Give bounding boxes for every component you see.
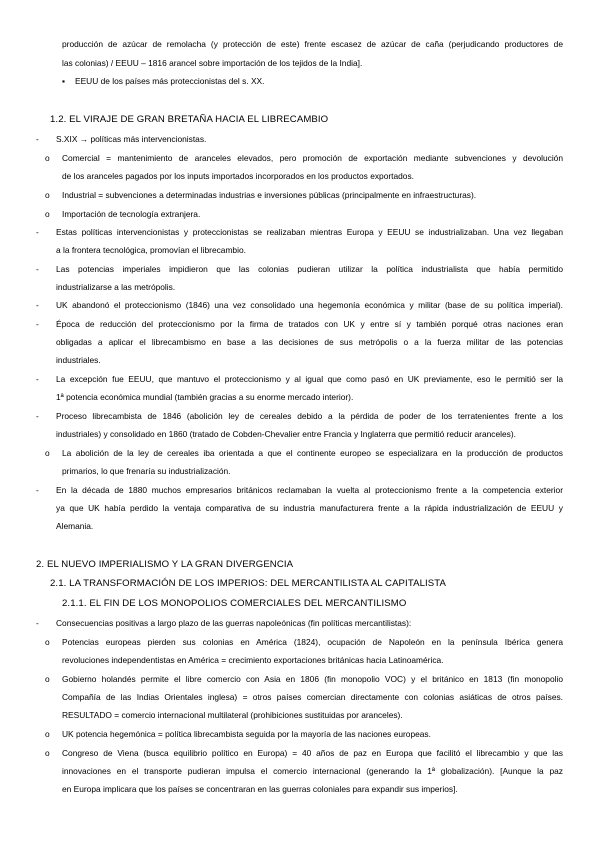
text-line: de los aranceles pagados por los inputs importados incorporados en los productos exportados. bbox=[62, 171, 414, 181]
dash-bullet: - bbox=[36, 411, 39, 421]
text-line: revoluciones independentistas en América = crecimiento exportaciones británicas hacia Latinoamérica. bbox=[62, 655, 444, 665]
text-line: industriales) y consolidado en 1860 (tratado de Cobden-Chevalier entre Francia y Inglaterra que permitió reducir aranceles). bbox=[56, 429, 516, 439]
text-line: primarios, lo que frenaría su industrialización. bbox=[62, 466, 231, 476]
section-heading-2-1: 2.1. LA TRANSFORMACIÓN DE LOS IMPERIOS: DEL MERCANTILISTA AL CAPITALISTA bbox=[50, 578, 447, 589]
text-line: La excepción fue EEUU, que mantuvo el proteccionismo y al igual que como pasó en UK previamente, eso le permitió ser la bbox=[56, 374, 563, 384]
text-line: Proceso librecambista de 1846 (abolición ley de cereales debido a la pérdida de poder de los terratenientes frente a los bbox=[56, 411, 563, 421]
text-line: En la década de 1880 muchos empresarios británicos reclamaban la vuelta al proteccionismo frente a la competencia exterior bbox=[56, 485, 563, 495]
text-line: Industrial = subvenciones a determinadas industrias e inversiones públicas (principalmente en infraestructuras). bbox=[62, 190, 477, 200]
text-line: obligadas a aplicar el librecambismo en base a las decisiones de sus metrópolis o a la fuerza militar de las potencias bbox=[56, 337, 563, 347]
text-line: S.XIX → políticas más intervencionistas. bbox=[56, 134, 207, 144]
text-line: Alemania. bbox=[56, 521, 94, 531]
text-line: La abolición de la ley de cereales iba orientada a que el continente europeo se especializara en la producción de productos bbox=[62, 448, 563, 458]
circle-bullet: o bbox=[45, 748, 50, 758]
text-line: EEUU de los países más proteccionistas del s. XX. bbox=[75, 76, 265, 86]
text-line: industrializarse a las metrópolis. bbox=[56, 282, 176, 292]
text-line: Gobierno holandés permite el libre comercio con Asia en 1806 (fin monopolio VOC) y el británico en 1813 (fin monopolio bbox=[62, 674, 563, 684]
dash-bullet: - bbox=[36, 618, 39, 628]
dash-bullet: - bbox=[36, 227, 39, 237]
text-line: a la frontera tecnológica, promovían el librecambio. bbox=[56, 245, 246, 255]
text-line: Consecuencias positivas a largo plazo de las guerras napoleónicas (fin políticas mercantilistas): bbox=[56, 618, 412, 628]
dash-bullet: - bbox=[36, 374, 39, 384]
text-line: innovaciones en el transporte pudieran impulsa el comercio internacional (generando la 1ª globalización). [Aunque la paz bbox=[62, 766, 563, 776]
text-line: Comercial = mantenimiento de aranceles elevados, pero promoción de exportación mediante subvenciones y devolución bbox=[62, 153, 563, 163]
square-bullet: ▪ bbox=[62, 76, 65, 86]
text-line: las colonias) / EEUU – 1816 arancel sobre importación de los tejidos de la India]. bbox=[62, 58, 363, 68]
circle-bullet: o bbox=[45, 209, 50, 219]
text-line: Compañía de las Indias Orientales inglesa) = otros países comercian directamente con colonias asiáticas de otros países. bbox=[62, 692, 563, 702]
text-line: RESULTADO = comercio internacional multilateral (prohibiciones sustituidas por aranceles). bbox=[62, 710, 403, 720]
text-line: en Europa implicara que los países se concentraran en las guerras coloniales para expandir sus imperios]. bbox=[62, 784, 458, 794]
dash-bullet: - bbox=[36, 319, 39, 329]
text-line: Época de reducción del proteccionismo por la firma de tratados con UK y entre sí y también porqué otras naciones eran bbox=[56, 319, 563, 329]
text-line: Potencias europeas pierden sus colonias en América (1824), ocupación de Napoleón en la península Ibérica genera bbox=[62, 637, 563, 647]
text-line: Estas políticas intervencionistas y proteccionistas se realizaban mientras Europa y EEUU se industrializaban. Una vez llegaban bbox=[56, 227, 563, 237]
text-line: industriales. bbox=[56, 355, 101, 365]
section-heading-1-2: 1.2. EL VIRAJE DE GRAN BRETAÑA HACIA EL LIBRECAMBIO bbox=[50, 114, 329, 125]
text-line: UK abandonó el proteccionismo (1846) una vez consolidado una hegemonía económica y militar (base de su política imperial). bbox=[56, 300, 563, 310]
text-line: producción de azúcar de remolacha (y protección de este) frente escasez de azúcar de caña (perjudicando productores de bbox=[62, 39, 563, 49]
circle-bullet: o bbox=[45, 190, 50, 200]
text-line: 1ª potencia económica mundial (también gracias a su enorme mercado interior). bbox=[56, 392, 354, 402]
dash-bullet: - bbox=[36, 300, 39, 310]
circle-bullet: o bbox=[45, 637, 50, 647]
section-heading-2-1-1: 2.1.1. EL FIN DE LOS MONOPOLIOS COMERCIALES DEL MERCANTILISMO bbox=[62, 598, 407, 609]
dash-bullet: - bbox=[36, 485, 39, 495]
text-line: Importación de tecnología extranjera. bbox=[62, 209, 201, 219]
text-line: ya que UK había perdido la ventaja comparativa de su industria manufacturera frente a la rápida industrialización de EEUU y bbox=[56, 503, 563, 513]
text-line: UK potencia hegemónica = política librecambista seguida por la mayoría de las naciones europeas. bbox=[62, 729, 431, 739]
text-line: Las potencias imperiales impidieron que las colonias pudieran utilizar la política industrialista que había permitido bbox=[56, 264, 563, 274]
dash-bullet: - bbox=[36, 134, 39, 144]
text-line: Congreso de Viena (busca equilibrio político en Europa) = 40 años de paz en Europa que facilitó el librecambio y que las bbox=[62, 748, 563, 758]
dash-bullet: - bbox=[36, 264, 39, 274]
circle-bullet: o bbox=[45, 729, 50, 739]
section-heading-2: 2. EL NUEVO IMPERIALISMO Y LA GRAN DIVERGENCIA bbox=[36, 559, 294, 570]
circle-bullet: o bbox=[45, 153, 50, 163]
circle-bullet: o bbox=[45, 674, 50, 684]
circle-bullet: o bbox=[45, 448, 50, 458]
